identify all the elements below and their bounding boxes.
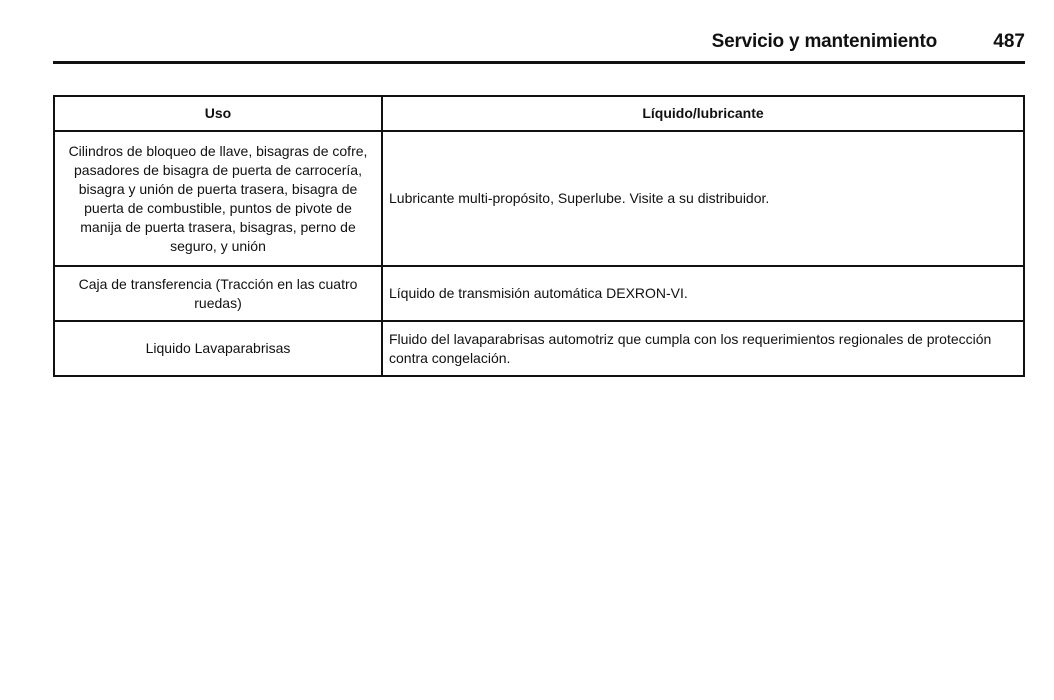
cell-uso: Caja de transferencia (Tracción en las cuatro ruedas) [54, 266, 382, 321]
column-header-liquido: Líquido/lubricante [382, 96, 1024, 131]
table-row [54, 131, 1024, 266]
page-header [53, 30, 1025, 60]
table-row [54, 321, 1024, 376]
table-row [54, 266, 1024, 321]
column-header-uso: Uso [54, 96, 382, 131]
cell-liquido: Líquido de transmisión automática DEXRON-VI. [382, 266, 1024, 321]
table-header-row [54, 96, 1024, 131]
page-number: 487 [993, 31, 1025, 52]
cell-uso: Liquido Lavaparabrisas [54, 321, 382, 376]
cell-liquido: Fluido del lavaparabrisas automotriz que cumpla con los requerimientos regionales de protección contra congelación. [382, 321, 1024, 376]
cell-uso: Cilindros de bloqueo de llave, bisagras de cofre, pasadores de bisagra de puerta de carrocería, bisagra y unión de puerta trasera, bisagra de puerta de combustible, puntos de pivote de manija de puerta trasera, bisagras, perno de seguro, y unión [54, 131, 382, 266]
section-title: Servicio y mantenimiento [711, 31, 937, 52]
cell-liquido: Lubricante multi-propósito, Superlube. Visite a su distribuidor. [382, 131, 1024, 266]
header-rule [53, 61, 1025, 64]
fluids-lubricants-table [53, 95, 1025, 377]
